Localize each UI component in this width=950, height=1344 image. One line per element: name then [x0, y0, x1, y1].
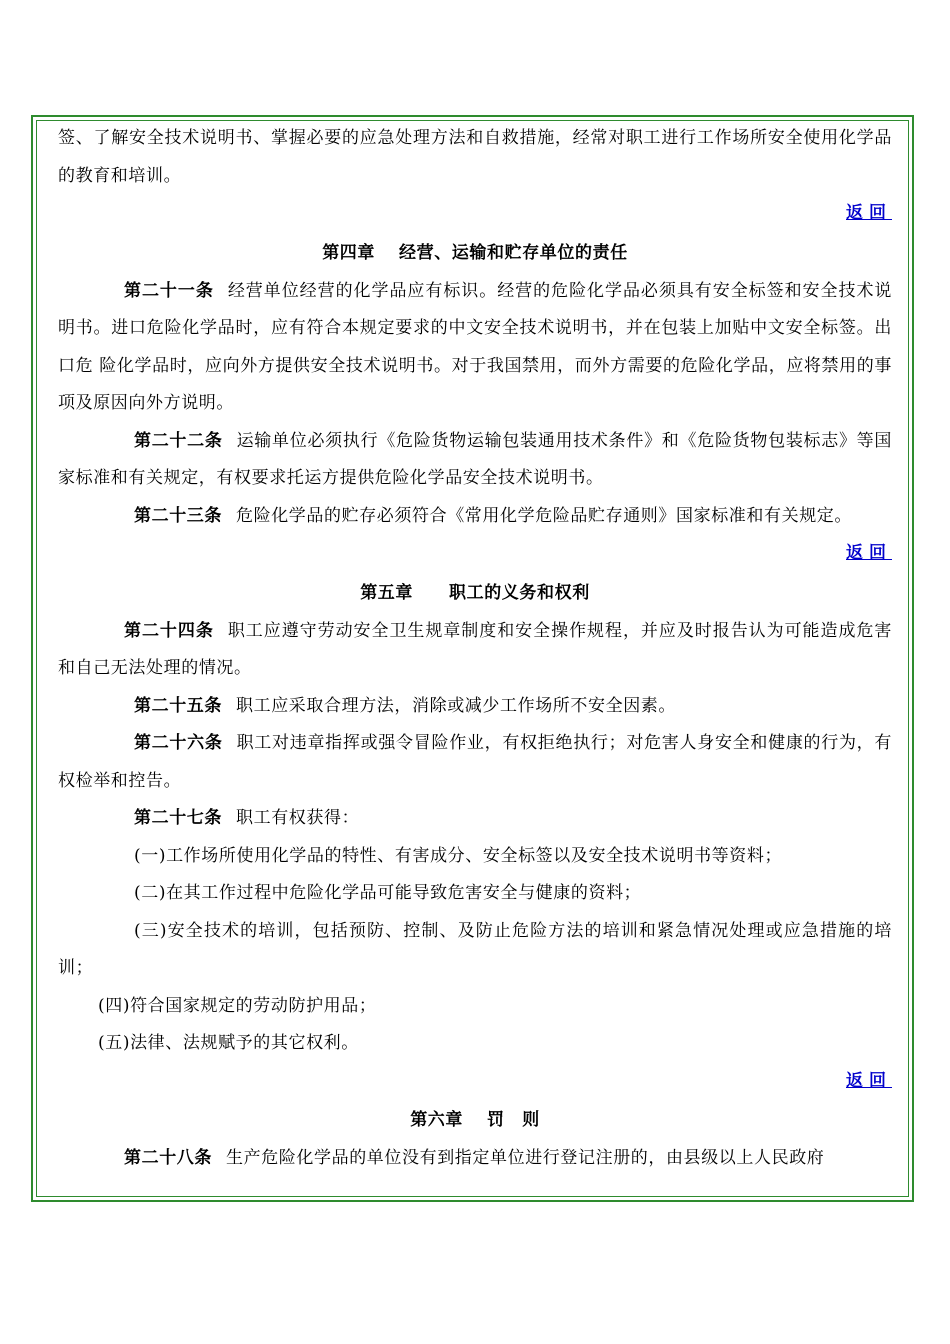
- article-22-text: 运输单位必须执行《危险货物运输包装通用技术条件》和《危险货物包装标志》等国家标准和有关规定，有权要求托运方提供危险化学品安全技术说明书。: [58, 430, 893, 488]
- chapter-6-number: 第六章: [410, 1110, 463, 1130]
- back-row-1: [58, 195, 892, 233]
- back-row-3: [58, 1063, 892, 1101]
- list-item: (三)安全技术的培训，包括预防、控制、及防止危险方法的培训和紧急情况处理或应急措施的培训；: [58, 920, 892, 978]
- back-link[interactable]: 返回: [846, 203, 892, 223]
- back-link[interactable]: 返回: [846, 543, 892, 563]
- article-22: [58, 423, 892, 498]
- article-26: [58, 725, 892, 800]
- chapter-5-title: [58, 573, 892, 613]
- chapter-4-name: 经营、运输和贮存单位的责任: [399, 242, 628, 263]
- article-24-text: 职工应遵守劳动安全卫生规章制度和安全操作规程，并应及时报告认为可能造成危害和自己无法处理的情况。: [58, 620, 893, 678]
- article-27: [58, 800, 892, 838]
- article-21-label: 第二十一条: [124, 280, 214, 301]
- article-23-text: 危险化学品的贮存必须符合《常用化学危险品贮存通则》国家标准和有关规定。: [236, 505, 852, 526]
- chapter-6-title: [58, 1100, 892, 1140]
- chapter-4-number: 第四章: [322, 242, 375, 263]
- article-28: [58, 1140, 892, 1178]
- article-25-text: 职工应采取合理方法，消除或减少工作场所不安全因素。: [236, 695, 676, 716]
- document-body: [58, 120, 892, 1178]
- article-26-text: 职工对违章指挥或强令冒险作业，有权拒绝执行；对危害人身安全和健康的行为，有权检举和控告。: [58, 733, 893, 791]
- list-item: (四)符合国家规定的劳动防护用品；: [98, 995, 377, 1016]
- article-23-label: 第二十三条: [134, 505, 222, 526]
- list-item: (一)工作场所使用化学品的特性、有害成分、安全标签以及安全技术说明书等资料；: [134, 845, 783, 866]
- article-25: [58, 688, 892, 726]
- back-link[interactable]: 返回: [846, 1070, 892, 1091]
- article-26-label: 第二十六条: [134, 733, 223, 753]
- article-21-text: 经营单位经营的化学品应有标识。经营的危险化学品必须具有安全标签和安全技术说明书。进口危险化学品时，应有符合本规定要求的中文安全技术说明书，并在包装上加贴中文安全标签。出口危 险化学品时，应向外方提供安全技术说明书。对于我国禁用，而外方需要的危险化学品，应将禁用的事项及原因向外方说明。: [58, 280, 893, 413]
- article-23: [58, 498, 892, 536]
- list-item: (五)法律、法规赋予的其它权利。: [98, 1033, 359, 1053]
- list-item: (二)在其工作过程中危险化学品可能导致危害安全与健康的资料；: [134, 883, 642, 903]
- chapter-6-name: 罚 则: [487, 1110, 540, 1130]
- chapter-4-title: [58, 233, 892, 273]
- article-28-label: 第二十八条: [124, 1148, 212, 1168]
- intro-paragraph: 签、了解安全技术说明书、掌握必要的应急处理方法和自救措施，经常对职工进行工作场所安全使用化学品的教育和培训。: [58, 128, 892, 186]
- chapter-5-number: 第五章: [360, 582, 413, 603]
- article-27-label: 第二十七条: [134, 808, 222, 828]
- back-row-2: [58, 535, 892, 573]
- article-24-label: 第二十四条: [124, 620, 214, 641]
- article-24: [58, 613, 892, 688]
- article-27-text: 职工有权获得：: [236, 808, 360, 828]
- article-25-label: 第二十五条: [134, 695, 222, 716]
- chapter-5-name: 职工的义务和权利: [449, 582, 590, 603]
- article-21: [58, 273, 892, 423]
- article-22-label: 第二十二条: [134, 430, 223, 451]
- article-28-text: 生产危险化学品的单位没有到指定单位进行登记注册的，由县级以上人民政府: [226, 1148, 825, 1168]
